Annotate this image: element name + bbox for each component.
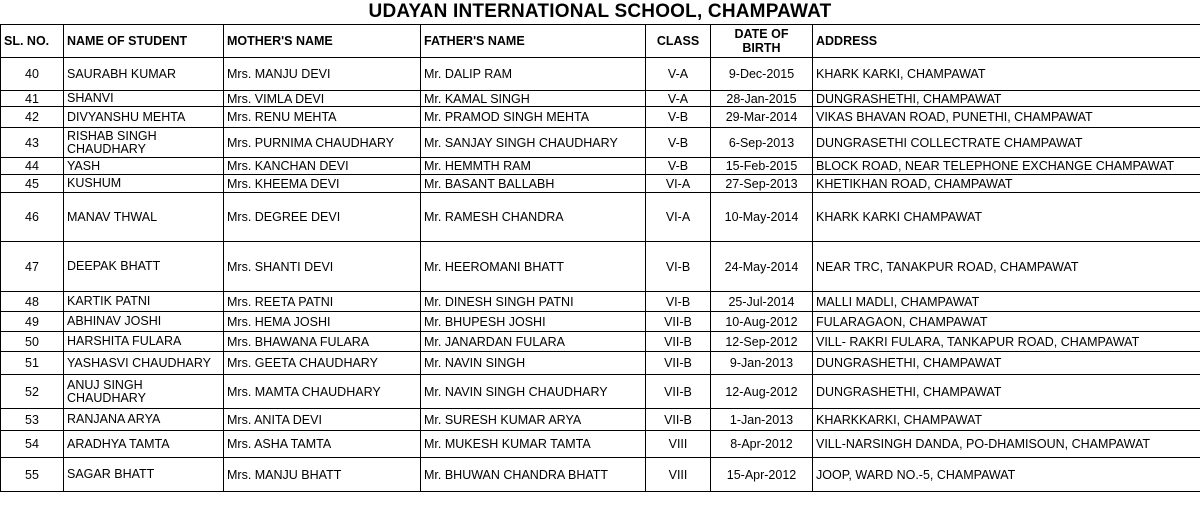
cell-father: Mr. SANJAY SINGH CHAUDHARY (421, 128, 646, 158)
cell-class: VII-B (646, 375, 711, 409)
table-row (1, 292, 1200, 312)
table-row (1, 409, 1200, 431)
cell-address: KHARK KARKI CHAMPAWAT (813, 193, 1200, 242)
cell-dob: 9-Dec-2015 (711, 58, 813, 91)
cell-name: DEEPAK BHATT (64, 242, 224, 292)
cell-name: ABHINAV JOSHI (64, 312, 224, 332)
cell-address: DUNGRASHETHI, CHAMPAWAT (813, 375, 1200, 409)
cell-name: MANAV THWAL (64, 193, 224, 242)
cell-mother: Mrs. MANJU DEVI (224, 58, 421, 91)
cell-sl: 43 (1, 128, 64, 158)
cell-mother: Mrs. KHEEMA DEVI (224, 175, 421, 193)
cell-father: Mr. NAVIN SINGH (421, 352, 646, 375)
cell-name: SAGAR BHATT (64, 458, 224, 492)
cell-sl: 52 (1, 375, 64, 409)
header-name: NAME OF STUDENT (64, 25, 224, 58)
cell-sl: 41 (1, 91, 64, 107)
header-row (1, 25, 1200, 58)
cell-class: V-A (646, 91, 711, 107)
cell-sl: 50 (1, 332, 64, 352)
cell-dob: 28-Jan-2015 (711, 91, 813, 107)
table-row (1, 107, 1200, 128)
cell-mother: Mrs. GEETA CHAUDHARY (224, 352, 421, 375)
cell-name: RANJANA ARYA (64, 409, 224, 431)
cell-address: VILL-NARSINGH DANDA, PO-DHAMISOUN, CHAMPAWAT (813, 431, 1200, 458)
header-father: FATHER'S NAME (421, 25, 646, 58)
cell-address: KHARK KARKI, CHAMPAWAT (813, 58, 1200, 91)
cell-class: VII-B (646, 332, 711, 352)
cell-dob: 8-Apr-2012 (711, 431, 813, 458)
cell-mother: Mrs. BHAWANA FULARA (224, 332, 421, 352)
cell-address: MALLI MADLI, CHAMPAWAT (813, 292, 1200, 312)
table-row (1, 128, 1200, 158)
table-row (1, 242, 1200, 292)
cell-sl: 53 (1, 409, 64, 431)
cell-name: DIVYANSHU MEHTA (64, 107, 224, 128)
cell-mother: Mrs. KANCHAN DEVI (224, 158, 421, 175)
cell-address: FULARAGAON, CHAMPAWAT (813, 312, 1200, 332)
cell-father: Mr. NAVIN SINGH CHAUDHARY (421, 375, 646, 409)
cell-class: VII-B (646, 409, 711, 431)
cell-address: JOOP, WARD NO.-5, CHAMPAWAT (813, 458, 1200, 492)
cell-class: V-B (646, 128, 711, 158)
header-sl-no: SL. NO. (1, 25, 64, 58)
cell-sl: 42 (1, 107, 64, 128)
table-row (1, 312, 1200, 332)
cell-dob: 15-Apr-2012 (711, 458, 813, 492)
cell-sl: 54 (1, 431, 64, 458)
cell-name: KUSHUM (64, 175, 224, 193)
table-row (1, 193, 1200, 242)
table-row (1, 352, 1200, 375)
cell-class: VII-B (646, 312, 711, 332)
table-row (1, 458, 1200, 492)
cell-mother: Mrs. REETA PATNI (224, 292, 421, 312)
cell-father: Mr. BHUWAN CHANDRA BHATT (421, 458, 646, 492)
cell-mother: Mrs. ANITA DEVI (224, 409, 421, 431)
cell-sl: 46 (1, 193, 64, 242)
table-row (1, 332, 1200, 352)
table-row (1, 91, 1200, 107)
cell-name: SHANVI (64, 91, 224, 107)
cell-address: VIKAS BHAVAN ROAD, PUNETHI, CHAMPAWAT (813, 107, 1200, 128)
cell-sl: 40 (1, 58, 64, 91)
cell-mother: Mrs. PURNIMA CHAUDHARY (224, 128, 421, 158)
cell-dob: 6-Sep-2013 (711, 128, 813, 158)
cell-name: RISHAB SINGH CHAUDHARY (64, 128, 224, 158)
cell-name: ANUJ SINGH CHAUDHARY (64, 375, 224, 409)
cell-mother: Mrs. RENU MEHTA (224, 107, 421, 128)
cell-dob: 29-Mar-2014 (711, 107, 813, 128)
table-row (1, 431, 1200, 458)
cell-class: VI-A (646, 193, 711, 242)
cell-father: Mr. BASANT BALLABH (421, 175, 646, 193)
cell-name: ARADHYA TAMTA (64, 431, 224, 458)
cell-father: Mr. BHUPESH JOSHI (421, 312, 646, 332)
cell-father: Mr. KAMAL SINGH (421, 91, 646, 107)
header-class: CLASS (646, 25, 711, 58)
table-row (1, 375, 1200, 409)
cell-sl: 51 (1, 352, 64, 375)
cell-father: Mr. DALIP RAM (421, 58, 646, 91)
cell-address: DUNGRASHETHI, CHAMPAWAT (813, 352, 1200, 375)
cell-dob: 12-Sep-2012 (711, 332, 813, 352)
cell-mother: Mrs. ASHA TAMTA (224, 431, 421, 458)
cell-dob: 10-Aug-2012 (711, 312, 813, 332)
cell-name: YASHASVI CHAUDHARY (64, 352, 224, 375)
cell-class: VIII (646, 431, 711, 458)
header-mother: MOTHER'S NAME (224, 25, 421, 58)
cell-dob: 10-May-2014 (711, 193, 813, 242)
cell-name: SAURABH KUMAR (64, 58, 224, 91)
cell-dob: 1-Jan-2013 (711, 409, 813, 431)
cell-sl: 48 (1, 292, 64, 312)
cell-class: V-B (646, 107, 711, 128)
cell-dob: 12-Aug-2012 (711, 375, 813, 409)
cell-mother: Mrs. DEGREE DEVI (224, 193, 421, 242)
cell-mother: Mrs. VIMLA DEVI (224, 91, 421, 107)
header-dob: DATE OF BIRTH (711, 25, 813, 58)
cell-sl: 49 (1, 312, 64, 332)
cell-name: YASH (64, 158, 224, 175)
cell-name: KARTIK PATNI (64, 292, 224, 312)
cell-class: V-B (646, 158, 711, 175)
table-row (1, 175, 1200, 193)
cell-address: DUNGRASHETHI, CHAMPAWAT (813, 91, 1200, 107)
cell-dob: 25-Jul-2014 (711, 292, 813, 312)
table-row (1, 58, 1200, 91)
header-address: ADDRESS (813, 25, 1200, 58)
cell-father: Mr. HEMMTH RAM (421, 158, 646, 175)
cell-sl: 47 (1, 242, 64, 292)
cell-address: NEAR TRC, TANAKPUR ROAD, CHAMPAWAT (813, 242, 1200, 292)
cell-sl: 44 (1, 158, 64, 175)
cell-address: BLOCK ROAD, NEAR TELEPHONE EXCHANGE CHAMPAWAT (813, 158, 1200, 175)
cell-address: KHARKKARKI, CHAMPAWAT (813, 409, 1200, 431)
cell-father: Mr. DINESH SINGH PATNI (421, 292, 646, 312)
cell-father: Mr. RAMESH CHANDRA (421, 193, 646, 242)
cell-address: KHETIKHAN ROAD, CHAMPAWAT (813, 175, 1200, 193)
table-row (1, 158, 1200, 175)
cell-class: VI-B (646, 292, 711, 312)
cell-father: Mr. SURESH KUMAR ARYA (421, 409, 646, 431)
cell-mother: Mrs. SHANTI DEVI (224, 242, 421, 292)
cell-address: VILL- RAKRI FULARA, TANKAPUR ROAD, CHAMPAWAT (813, 332, 1200, 352)
cell-sl: 45 (1, 175, 64, 193)
cell-dob: 15-Feb-2015 (711, 158, 813, 175)
cell-mother: Mrs. MANJU BHATT (224, 458, 421, 492)
cell-father: Mr. HEEROMANI BHATT (421, 242, 646, 292)
cell-father: Mr. JANARDAN FULARA (421, 332, 646, 352)
school-title: UDAYAN INTERNATIONAL SCHOOL, CHAMPAWAT (368, 1, 832, 22)
cell-mother: Mrs. HEMA JOSHI (224, 312, 421, 332)
cell-class: V-A (646, 58, 711, 91)
cell-class: VI-B (646, 242, 711, 292)
cell-class: VI-A (646, 175, 711, 193)
cell-sl: 55 (1, 458, 64, 492)
cell-dob: 24-May-2014 (711, 242, 813, 292)
cell-dob: 9-Jan-2013 (711, 352, 813, 375)
cell-name: HARSHITA FULARA (64, 332, 224, 352)
cell-class: VIII (646, 458, 711, 492)
cell-father: Mr. PRAMOD SINGH MEHTA (421, 107, 646, 128)
cell-dob: 27-Sep-2013 (711, 175, 813, 193)
cell-address: DUNGRASETHI COLLECTRATE CHAMPAWAT (813, 128, 1200, 158)
student-table (0, 24, 1200, 492)
cell-father: Mr. MUKESH KUMAR TAMTA (421, 431, 646, 458)
cell-class: VII-B (646, 352, 711, 375)
cell-mother: Mrs. MAMTA CHAUDHARY (224, 375, 421, 409)
